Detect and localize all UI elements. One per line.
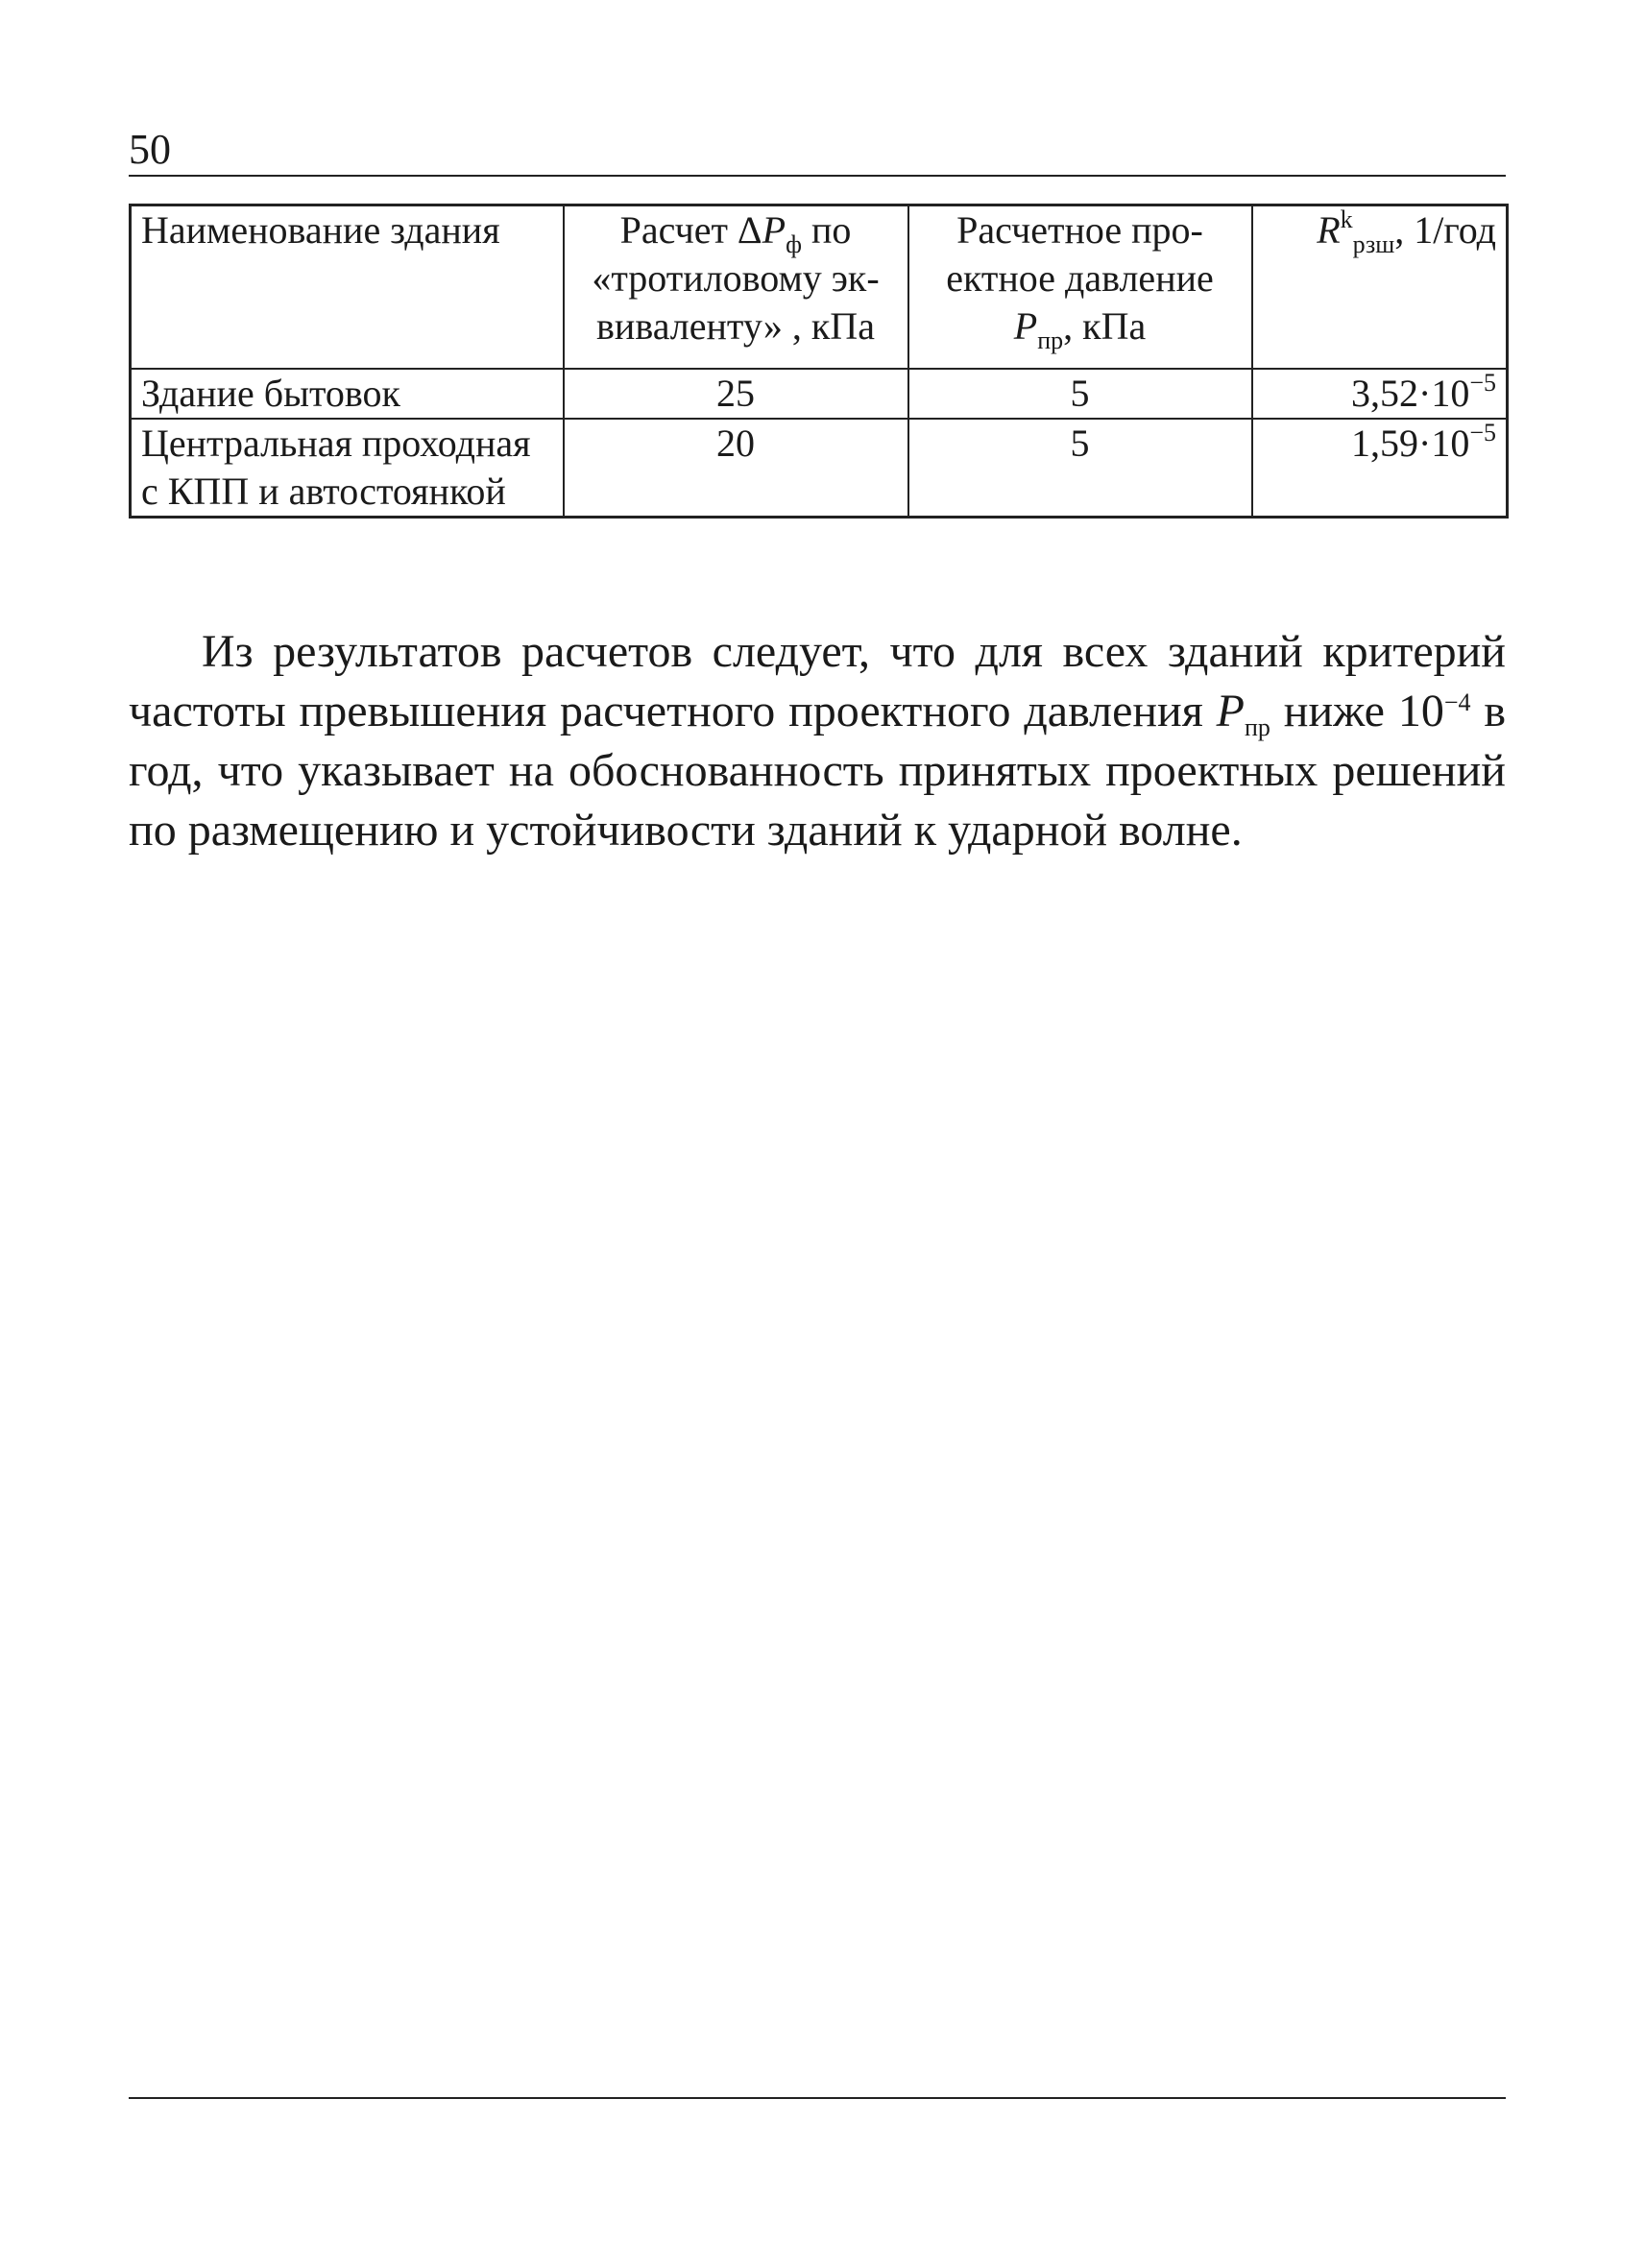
frequency-cell: $1,59\cdot 10^{-5}$ — [1252, 419, 1508, 518]
header-design-pressure: Расчетное про- ектное давление $P_{пр}$, кПа — [908, 205, 1252, 369]
design-pressure-cell: 5 — [908, 419, 1252, 518]
header-building-name: Наименование здания — [131, 205, 564, 369]
frequency-cell: $3,52\cdot 10^{-5}$ — [1252, 369, 1508, 419]
header-frequency: $R^k_{рзш}$, 1/год — [1252, 205, 1508, 369]
building-name-cell: Здание бытовок — [131, 369, 564, 419]
header-rule — [129, 175, 1506, 177]
page-number: 50 — [129, 126, 171, 173]
delta-p-cell: 20 — [564, 419, 908, 518]
data-table — [129, 204, 1509, 519]
building-name-cell: Центральная проходная с КПП и автостоянкой — [131, 419, 564, 518]
header-delta-p: Расчет $\Delta P_ф$ по «тротиловому эк- виваленту» , кПа — [564, 205, 908, 369]
footer-rule — [129, 2097, 1506, 2099]
conclusion-paragraph: Из результатов расчетов следует, что для всех зданий критерий частоты превышения расчетного проектного давления $P_{пр}$ ниже $10^{-4}$ в год, что указывает на обоснованность принятых проектных решений по размещению и устойчивости зданий к ударной волне. — [129, 626, 1507, 856]
table-header-row — [131, 205, 1508, 369]
delta-p-cell: 25 — [564, 369, 908, 419]
table-row — [131, 419, 1508, 518]
table-row — [131, 369, 1508, 419]
design-pressure-cell: 5 — [908, 369, 1252, 419]
